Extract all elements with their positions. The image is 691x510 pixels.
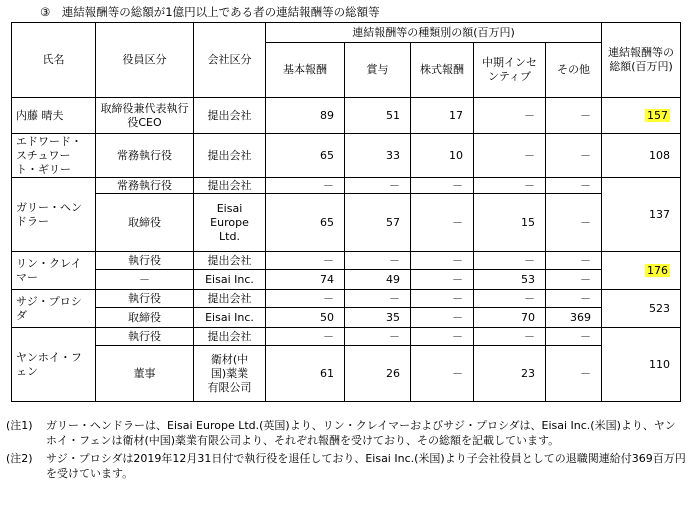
header-by-type: 連結報酬等の種類別の額(百万円) [266, 23, 602, 43]
midterm-cell: － [474, 134, 546, 178]
bonus-cell: － [345, 252, 411, 270]
header-other: その他 [546, 43, 602, 98]
total-cell: 110 [602, 328, 681, 402]
role-cell: 執行役 [96, 252, 194, 270]
total-cell [602, 98, 681, 134]
midterm-cell: 23 [474, 346, 546, 402]
other-cell: － [546, 194, 602, 252]
compensation-table [11, 22, 681, 402]
footnote-label: (注2) [6, 452, 33, 465]
stock-cell: 10 [411, 134, 474, 178]
stock-cell: － [411, 270, 474, 290]
bonus-cell: － [345, 290, 411, 308]
header-base: 基本報酬 [266, 43, 345, 98]
role-cell: 執行役 [96, 290, 194, 308]
header-bonus: 賞与 [345, 43, 411, 98]
other-cell: － [546, 252, 602, 270]
base-cell: － [266, 178, 345, 194]
base-cell: 50 [266, 308, 345, 328]
other-cell: － [546, 346, 602, 402]
header-role: 役員区分 [96, 23, 194, 98]
stock-cell: － [411, 308, 474, 328]
person-name: ガリー・ヘンドラー [12, 178, 96, 252]
bonus-cell: － [345, 178, 411, 194]
total-highlight: 176 [647, 263, 669, 277]
table-row [12, 98, 681, 134]
header-midterm: 中期インセンティブ [474, 43, 546, 98]
stock-cell: － [411, 194, 474, 252]
company-cell: Eisai Europe Ltd. [194, 194, 266, 252]
table-row [12, 194, 681, 252]
table-row [12, 290, 681, 308]
other-cell: 369 [546, 308, 602, 328]
midterm-cell: － [474, 178, 546, 194]
base-cell: － [266, 252, 345, 270]
midterm-cell: 53 [474, 270, 546, 290]
table-row [12, 252, 681, 270]
company-cell: 提出会社 [194, 252, 266, 270]
stock-cell: 17 [411, 98, 474, 134]
base-cell: 89 [266, 98, 345, 134]
other-cell: － [546, 178, 602, 194]
total-cell: 523 [602, 290, 681, 328]
midterm-cell: － [474, 328, 546, 346]
person-name: リン・クレイマー [12, 252, 96, 290]
role-cell: 常務執行役 [96, 178, 194, 194]
base-cell: 74 [266, 270, 345, 290]
company-cell: 提出会社 [194, 98, 266, 134]
bonus-cell: 35 [345, 308, 411, 328]
person-name: エドワード・スチュワート・ギリー [12, 134, 96, 178]
stock-cell: － [411, 346, 474, 402]
table-row [12, 346, 681, 402]
base-cell: － [266, 290, 345, 308]
base-cell: 65 [266, 134, 345, 178]
total-highlight: 157 [647, 108, 669, 122]
footnote-text: サジ・プロシダは2019年12月31日付で執行役を退任しており、Eisai Inc.(米国)より子会社役員としての退職関連給付369百万円を受けています。 [46, 452, 686, 480]
role-cell: － [96, 270, 194, 290]
table-row [12, 270, 681, 290]
other-cell: － [546, 290, 602, 308]
company-cell: 衛材(中国)薬業有限公司 [194, 346, 266, 402]
base-cell: 65 [266, 194, 345, 252]
bonus-cell: 26 [345, 346, 411, 402]
section-heading: ③ 連結報酬等の総額が1億円以上である者の連結報酬等の総額等 [40, 5, 380, 19]
footnote-2 [6, 451, 686, 481]
base-cell: － [266, 328, 345, 346]
stock-cell: － [411, 290, 474, 308]
bonus-cell: － [345, 328, 411, 346]
bonus-cell: 51 [345, 98, 411, 134]
other-cell: － [546, 98, 602, 134]
company-cell: Eisai Inc. [194, 308, 266, 328]
footnote-label: (注1) [6, 419, 33, 432]
midterm-cell: 15 [474, 194, 546, 252]
role-cell: 取締役 [96, 308, 194, 328]
header-company: 会社区分 [194, 23, 266, 98]
header-name: 氏名 [12, 23, 96, 98]
bonus-cell: 33 [345, 134, 411, 178]
company-cell: Eisai Inc. [194, 270, 266, 290]
midterm-cell: 70 [474, 308, 546, 328]
person-name: ヤンホイ・フェン [12, 328, 96, 402]
person-name: サジ・プロシダ [12, 290, 96, 328]
base-cell: 61 [266, 346, 345, 402]
other-cell: － [546, 270, 602, 290]
stock-cell: － [411, 178, 474, 194]
total-cell: 137 [602, 178, 681, 252]
header-stock: 株式報酬 [411, 43, 474, 98]
table-row [12, 178, 681, 194]
table-row [12, 328, 681, 346]
table-row [12, 308, 681, 328]
company-cell: 提出会社 [194, 328, 266, 346]
company-cell: 提出会社 [194, 134, 266, 178]
footnote-text: ガリー・ヘンドラーは、Eisai Europe Ltd.(英国)より、リン・クレイマーおよびサジ・プロシダは、Eisai Inc.(米国)より、ヤンホイ・フェンは衛材(中国)薬業有限公司より、それぞれ報酬を受けており、その総額を記載しています。 [46, 419, 676, 447]
midterm-cell: － [474, 98, 546, 134]
stock-cell: － [411, 328, 474, 346]
person-name: 内藤 晴夫 [12, 98, 96, 134]
midterm-cell: － [474, 252, 546, 270]
table-row [12, 134, 681, 178]
other-cell: － [546, 134, 602, 178]
total-cell [602, 252, 681, 290]
role-cell: 執行役 [96, 328, 194, 346]
footnote-1 [6, 418, 686, 448]
footnotes [6, 418, 686, 484]
bonus-cell: 57 [345, 194, 411, 252]
role-cell: 取締役 [96, 194, 194, 252]
other-cell: － [546, 328, 602, 346]
company-cell: 提出会社 [194, 178, 266, 194]
company-cell: 提出会社 [194, 290, 266, 308]
total-cell: 108 [602, 134, 681, 178]
role-cell: 常務執行役 [96, 134, 194, 178]
bonus-cell: 49 [345, 270, 411, 290]
role-cell: 取締役兼代表執行役CEO [96, 98, 194, 134]
role-cell: 董事 [96, 346, 194, 402]
midterm-cell: － [474, 290, 546, 308]
header-total: 連結報酬等の総額(百万円) [602, 23, 681, 98]
stock-cell: － [411, 252, 474, 270]
